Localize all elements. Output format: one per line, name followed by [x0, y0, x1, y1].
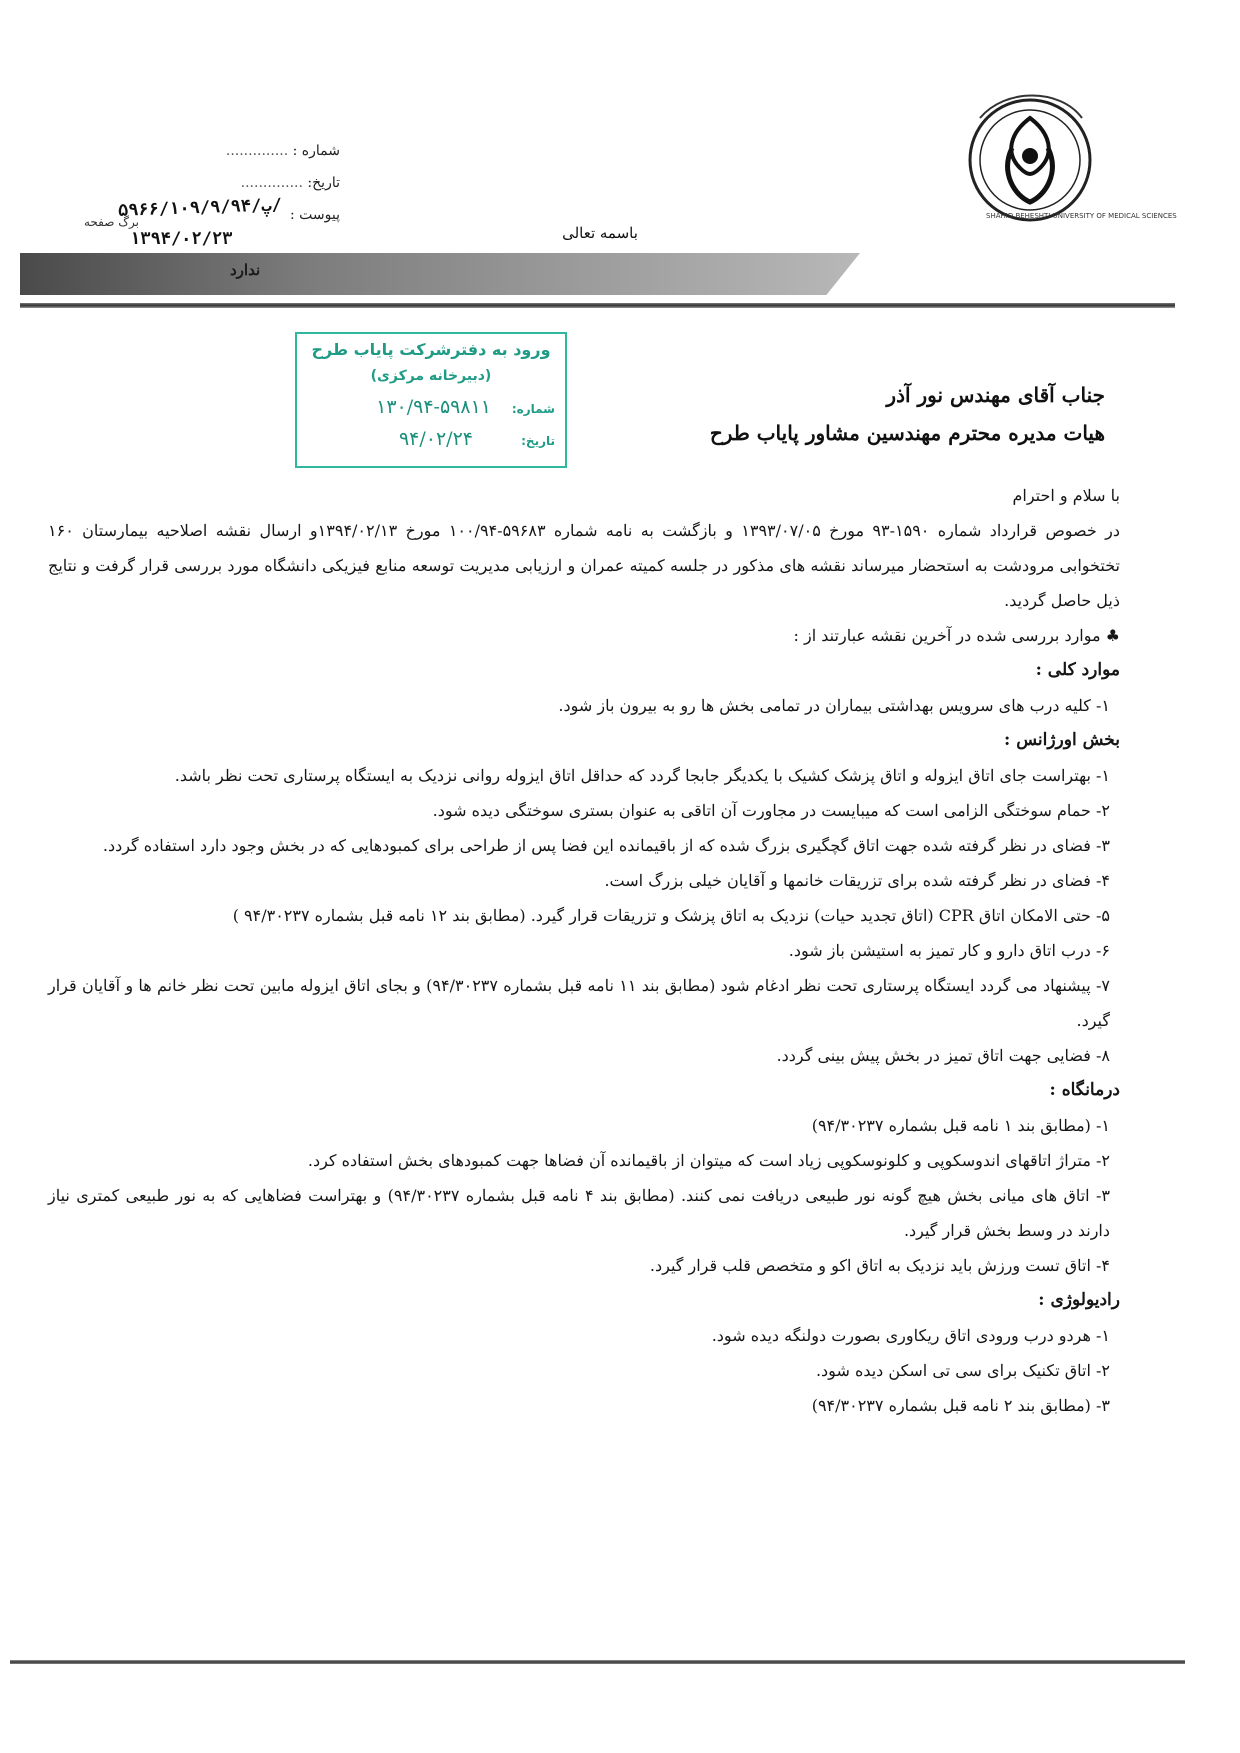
list-item: ۳- فضای در نظر گرفته شده جهت اتاق گچگیری بزرگ شده که از باقیمانده این فضا پس از طراحی برای کمبودهایی که در بخش وجود دارد استفاده گردد. — [102, 836, 1110, 855]
list-item: ۲- اتاق تکنیک برای سی تی اسکن دیده شود. — [815, 1361, 1110, 1380]
list-item: ۳- (مطابق بند ۲ نامه قبل بشماره ۹۴/۳۰۲۳۷) — [811, 1396, 1110, 1415]
list-item: ۵- حتی الامکان اتاق CPR (اتاق تجدید حیات) نزدیک به اتاق پزشک و تزریقات قرار گیرد. (مطابق بند ۱۲ نامه قبل بشماره ۹۴/۳۰۲۳۷ ) — [232, 906, 1110, 925]
stamp-subtitle: (دبیرخانه مرکزی) — [370, 368, 492, 384]
svg-text:SHAHID BEHESHTI UNIVERSITY OF: SHAHID BEHESHTI UNIVERSITY OF MEDICAL SCIENCES — [986, 212, 1177, 220]
header-rule — [20, 303, 1175, 308]
stamp-number-label: شماره: — [511, 402, 555, 416]
meta-date-row — [40, 167, 340, 199]
list-item: ۱- کلیه درب های سرویس بهداشتی بیماران در تمامی بخش ها رو به بیرون باز شود. — [558, 696, 1110, 715]
list-item: ۸- فضایی جهت اتاق تمیز در بخش پیش بینی گردد. — [776, 1046, 1110, 1065]
handwritten-letter-date: ۱۳۹۴/۰۲/۲۳ — [130, 229, 233, 249]
university-seal-logo — [950, 78, 1177, 228]
list-item: ۲- متراژ اتاقهای اندوسکوپی و کلونوسکوپی زیاد است که میتوان از باقیمانده آن فضاها جهت کمبودهای بخش استفاده کرد. — [307, 1151, 1110, 1170]
meta-date-dots: .............. — [240, 175, 303, 191]
handwritten-letter-number: ۵۹۶۶/۱۰۹/۹/پ/۹۴/ — [117, 195, 283, 221]
list-item: ۲- حمام سوختگی الزامی است که میبایست در مجاورت آن اتاقی به عنوان بستری سوختگی دیده شود. — [432, 801, 1110, 820]
meta-date-label: تاریخ: — [307, 175, 340, 191]
handwritten-note: برگ صفحه — [84, 215, 139, 229]
meta-number-row — [40, 135, 340, 167]
list-item: ۱- هردو درب ورودی اتاق ریکاوری بصورت دولنگه دیده شود. — [711, 1326, 1110, 1345]
clinic-heading: درمانگاه : — [1049, 1080, 1120, 1100]
basmala: باسمه تعالی — [562, 224, 638, 242]
list-item: ۱- بهتراست جای اتاق ایزوله و اتاق پزشک کشیک با یکدیگر جابجا گردد که حداقل اتاق ایزوله روانی نزدیک به ایستگاه پرستاری تحت نظر باشد. — [174, 766, 1110, 785]
list-item: ۷- پیشنهاد می گردد ایستگاه پرستاری تحت نظر ادغام شود (مطابق بند ۱۱ نامه قبل بشماره ۹۴/۳۰۲۳۷) و بجای اتاق ایزوله مابین تحت نظر خانم ها و آقایان قرار گیرد. — [48, 976, 1111, 1030]
stamp-title: ورود به دفترشرکت پایاب طرح — [311, 340, 551, 359]
intro-paragraph: در خصوص قرارداد شماره ۱۵۹۰-۹۳ مورخ ۱۳۹۳/۰۷/۰۵ و بازگشت به نامه شماره ۵۹۶۸۳-۱۰۰/۹۴ مورخ ۱۳۹۴/۰۲/۱۳و ارسال نقشه اصلاحیه بیمارستان ۱۶۰ تختخوابی مرودشت به استحضار میرساند نقشه های مذکور در جلسه کمیته عمران و ارزیابی مدیریت توسعه منابع فیزیکی دانشگاه مورد بررسی قرار گرفت و نتایج ذیل حاصل گردید. — [48, 521, 1121, 610]
letter-body — [48, 478, 1120, 1423]
stamp-date-value: ۹۴/۰۲/۲۴ — [398, 428, 473, 450]
stamp-date-label: تاریخ: — [521, 434, 555, 448]
general-heading: موارد کلی : — [1035, 660, 1120, 680]
footer-rule — [10, 1660, 1185, 1664]
list-item: ۱- (مطابق بند ۱ نامه قبل بشماره ۹۴/۳۰۲۳۷) — [811, 1116, 1110, 1135]
list-item: ۶- درب اتاق دارو و کار تمیز به استیشن باز شود. — [788, 941, 1110, 960]
list-item: ۳- اتاق های میانی بخش هیچ گونه نور طبیعی دریافت نمی کنند. (مطابق بند ۴ نامه قبل بشماره ۹۴/۳۰۲۳۷) و بهتراست فضاهایی که به نور طبیعی کمتری نیاز دارند در وسط بخش قرار گیرد. — [48, 1186, 1111, 1240]
stamp-number-value: ۱۳۰/۹۴-۵۹۸۱۱ — [376, 396, 491, 418]
radiology-heading: رادیولوژی : — [1038, 1290, 1120, 1310]
recipient-block — [545, 376, 1105, 452]
reviewed-items-intro: ♣ موارد بررسی شده در آخرین نقشه عبارتند از : — [793, 626, 1120, 645]
list-item: ۴- اتاق تست ورزش باید نزدیک به اتاق اکو و متخصص قلب قرار گیرد. — [649, 1256, 1110, 1275]
meta-number-dots: .............. — [225, 143, 289, 159]
meta-number-label: شماره : — [292, 143, 340, 159]
list-item: ۴- فضای در نظر گرفته شده برای تزریقات خانمها و آقایان خیلی بزرگ است. — [604, 871, 1110, 890]
emergency-heading: بخش اورژانس : — [1004, 730, 1120, 750]
meta-attach-label: پیوست : — [290, 207, 340, 223]
recipient-line-2: هیات مدیره محترم مهندسین مشاور پایاب طرح — [709, 421, 1105, 445]
header-banner — [20, 253, 860, 295]
incoming-stamp — [295, 332, 567, 468]
banner-text: ندارد — [230, 261, 261, 279]
recipient-line-1: جناب آقای مهندس نور آذر — [886, 383, 1105, 407]
greeting: با سلام و احترام — [1012, 486, 1120, 505]
